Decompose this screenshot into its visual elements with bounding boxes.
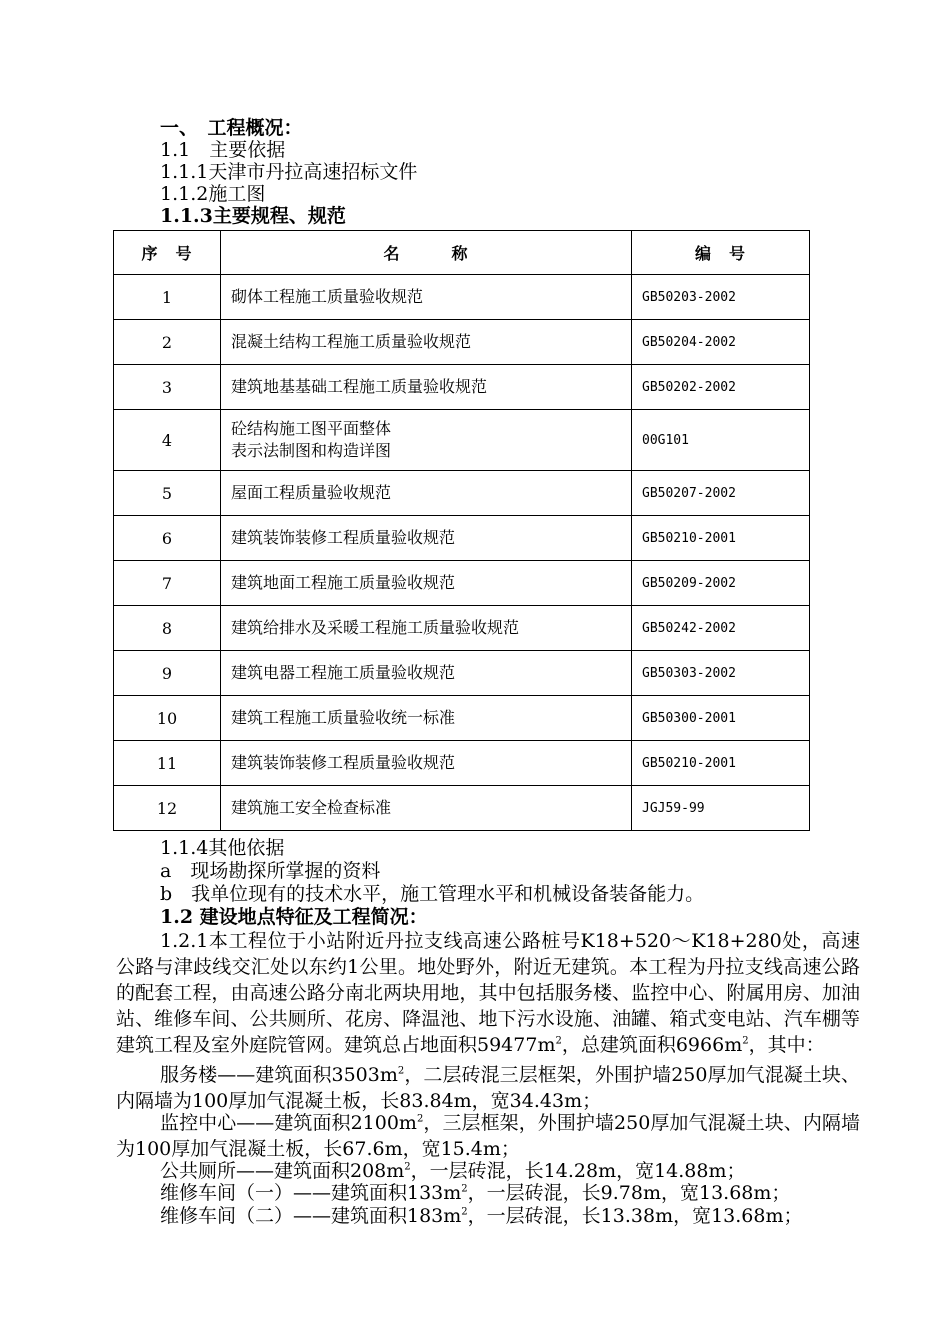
- table-row: [114, 410, 810, 471]
- row-name: 砌体工程施工质量验收规范: [221, 275, 632, 320]
- superscript: 2: [404, 1161, 411, 1173]
- row-no: 5: [114, 471, 221, 516]
- row-code: GB50210-2001: [632, 516, 810, 561]
- row-code: GB50210-2001: [632, 741, 810, 786]
- public-toilet-text: 公共厕所——建筑面积208m: [160, 1160, 405, 1182]
- table-row: [114, 651, 810, 696]
- row-name: 建筑装饰装修工程质量验收规范: [221, 516, 632, 561]
- row-name: 建筑地面工程施工质量验收规范: [221, 561, 632, 606]
- paragraph-site-overview: [116, 928, 860, 1058]
- table-row: [114, 275, 810, 320]
- overview-text-2: ，总建筑面积6966m: [561, 1034, 743, 1056]
- section-1-2: 1.2 建设地点特征及工程简况：: [160, 906, 428, 928]
- superscript: 2: [555, 1035, 562, 1047]
- row-code: GB50300-2001: [632, 696, 810, 741]
- row-name: 建筑给排水及采暖工程施工质量验收规范: [221, 606, 632, 651]
- row-name: 建筑工程施工质量验收统一标准: [221, 696, 632, 741]
- section-1-1-1: 1.1.1天津市丹拉高速招标文件: [160, 161, 418, 183]
- table-header-row: [114, 231, 810, 275]
- workshop-1-text-2: ，一层砖混，长9.78m，宽13.68m；: [467, 1182, 791, 1204]
- overview-text: 1.2.1本工程位于小站附近丹拉支线高速公路桩号K18+520～K18+280处，高速公路与津歧线交汇处以东约1公里。地处野外，附近无建筑。本工程为丹拉支线高速公路的配套工程，由高速公路分南北两块用地，其中包括服务楼、监控中心、附属用房、加油站、维修车间、公共厕所、花房、降温池、地下污水设施、油罐、箱式变电站、汽车棚等建筑工程及室外庭院管网。建筑总占地面积59477m: [116, 930, 860, 1056]
- header-code: 编 号: [632, 231, 810, 275]
- table-row: [114, 606, 810, 651]
- table-row: [114, 741, 810, 786]
- row-name: 建筑施工安全检查标准: [221, 786, 632, 831]
- header-no: 序 号: [114, 231, 221, 275]
- superscript: 2: [461, 1183, 468, 1195]
- table-row: [114, 516, 810, 561]
- table-row: [114, 320, 810, 365]
- superscript: 2: [461, 1206, 468, 1218]
- superscript: 2: [416, 1113, 424, 1125]
- overview-text-3: ，其中：: [748, 1034, 825, 1056]
- section-heading-1: 一、 工程概况：: [160, 117, 303, 139]
- workshop-1-text: 维修车间（一）——建筑面积133m: [160, 1182, 462, 1204]
- table-row: [114, 696, 810, 741]
- row-no: 1: [114, 275, 221, 320]
- basis-item-b: b 我单位现有的技术水平，施工管理水平和机械设备装备能力。: [160, 883, 705, 905]
- row-code: GB50203-2002: [632, 275, 810, 320]
- row-no: 7: [114, 561, 221, 606]
- table-row: [114, 786, 810, 831]
- workshop-2-text: 维修车间（二）——建筑面积183m: [160, 1205, 462, 1227]
- row-no: 9: [114, 651, 221, 696]
- public-toilet-text-2: ，一层砖混，长14.28m，宽14.88m；: [410, 1160, 746, 1182]
- workshop-2-text-2: ，一层砖混，长13.38m，宽13.68m；: [467, 1205, 803, 1227]
- row-name-line-1: 砼结构施工图平面整体: [231, 419, 392, 438]
- section-1-1-3: 1.1.3主要规程、规范: [160, 205, 346, 227]
- row-code: GB50242-2002: [632, 606, 810, 651]
- row-code: 00G101: [632, 410, 810, 471]
- standards-table: [113, 230, 810, 831]
- row-name: 屋面工程质量验收规范: [221, 471, 632, 516]
- row-code: GB50202-2002: [632, 365, 810, 410]
- row-name: 建筑地基基础工程施工质量验收规范: [221, 365, 632, 410]
- row-no: 11: [114, 741, 221, 786]
- row-name-line-2: 表示法制图和构造详图: [231, 441, 392, 460]
- basis-item-a: a 现场勘探所掌握的资料: [160, 860, 381, 882]
- service-building-text-2: ，二层砖混三层框架，外围护墙250厚加气混凝土块、内隔墙为100厚加气混凝土板，长83.84m，宽34.43m；: [116, 1064, 860, 1112]
- row-no: 12: [114, 786, 221, 831]
- table-row: [114, 561, 810, 606]
- row-no: 4: [114, 410, 221, 471]
- row-code: GB50204-2002: [632, 320, 810, 365]
- superscript: 2: [397, 1065, 405, 1077]
- section-1-1-4: 1.1.4其他依据: [160, 837, 285, 859]
- section-1-1: 1.1 主要依据: [160, 139, 286, 161]
- row-name: 建筑装饰装修工程质量验收规范: [221, 741, 632, 786]
- row-code: JGJ59-99: [632, 786, 810, 831]
- row-code: GB50207-2002: [632, 471, 810, 516]
- header-name: 名 称: [221, 231, 632, 275]
- row-code: GB50209-2002: [632, 561, 810, 606]
- row-no: 8: [114, 606, 221, 651]
- monitoring-center-text-2: ，三层框架，外围护墙250厚加气混凝土块、内隔墙为100厚加气混凝土板，长67.6m，宽15.4m；: [116, 1112, 860, 1160]
- row-code: GB50303-2002: [632, 651, 810, 696]
- superscript: 2: [742, 1035, 749, 1047]
- row-no: 10: [114, 696, 221, 741]
- row-name: 建筑电器工程施工质量验收规范: [221, 651, 632, 696]
- row-no: 6: [114, 516, 221, 561]
- table-row: [114, 365, 810, 410]
- monitoring-center-text: 监控中心——建筑面积2100m: [160, 1112, 417, 1134]
- service-building-text: 服务楼——建筑面积3503m: [160, 1064, 398, 1086]
- paragraph-workshop-2: [116, 1203, 860, 1229]
- section-1-1-2: 1.1.2施工图: [160, 183, 266, 205]
- row-no: 2: [114, 320, 221, 365]
- row-no: 3: [114, 365, 221, 410]
- paragraph-service-building: [116, 1062, 860, 1114]
- table-row: [114, 471, 810, 516]
- row-name: 混凝土结构工程施工质量验收规范: [221, 320, 632, 365]
- row-name: [221, 410, 632, 471]
- paragraph-monitoring-center: [116, 1110, 860, 1162]
